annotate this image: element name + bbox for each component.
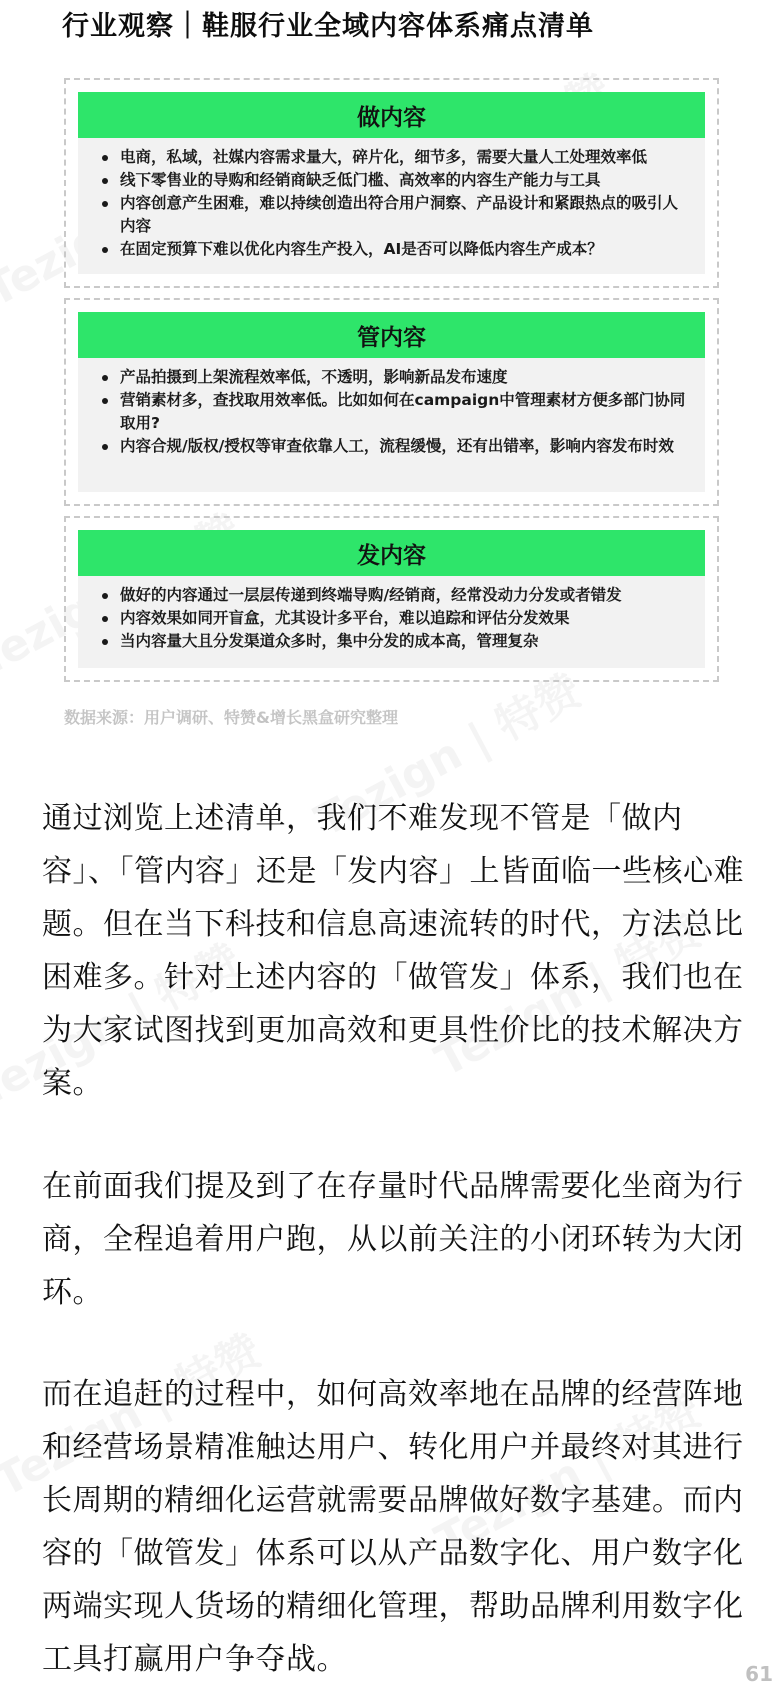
page-number: 61 — [745, 1662, 773, 1686]
list-item: 做好的内容通过一层层传递到终端导购/经销商，经常没动力分发或者错发 — [120, 584, 689, 607]
body-paragraph: 而在追赶的过程中，如何高效率地在品牌的经营阵地和经营场景精准触达用户、转化用户并最终对其进行长周期的精细化运营就需要品牌做好数字基建。而内容的「做管发」体系可以从产品数字化、用户数字化两端实现人货场的精细化管理，帮助品牌利用数字化工具打赢用户争夺战。 — [42, 1377, 744, 1677]
page-title: 行业观察｜鞋服行业全域内容体系痛点清单 — [62, 11, 594, 42]
section-header: 做内容 — [78, 92, 705, 138]
section-header: 发内容 — [78, 530, 705, 576]
list-item: 内容效果如同开盲盒，尤其设计多平台，难以追踪和评估分发效果 — [120, 607, 689, 630]
list-item: 营销素材多，查找取用效率低。比如如何在campaign中管理素材方便多部门协同取用? — [120, 389, 689, 435]
list-item: 内容创意产生困难，难以持续创造出符合用户洞察、产品设计和紧跟热点的吸引人内容 — [120, 192, 689, 238]
list-item: 线下零售业的导购和经销商缺乏低门槛、高效率的内容生产能力与工具 — [120, 169, 689, 192]
body-paragraph: 通过浏览上述清单，我们不难发现不管是「做内容」、「管内容」还是「发内容」上皆面临一些核心难题。但在当下科技和信息高速流转的时代，方法总比困难多。针对上述内容的「做管发」体系，我们也在为大家试图找到更加高效和更具性价比的技术解决方案。 — [42, 801, 744, 1101]
section-panel — [78, 92, 705, 274]
section-header: 管内容 — [78, 312, 705, 358]
list-item: 内容合规/版权/授权等审查依靠人工，流程缓慢，还有出错率，影响内容发布时效 — [120, 435, 689, 458]
section-distribute-content — [64, 516, 719, 682]
pain-point-list — [78, 138, 705, 261]
section-make-content — [64, 78, 719, 288]
section-manage-content — [64, 298, 719, 506]
section-panel — [78, 530, 705, 668]
body-paragraph: 在前面我们提及到了在存量时代品牌需要化坐商为行商，全程追着用户跑，从以前关注的小闭环转为大闭环。 — [42, 1169, 744, 1310]
source-note: 数据来源：用户调研、特赞&增长黑盒研究整理 — [64, 708, 398, 727]
list-item: 产品拍摄到上架流程效率低，不透明，影响新品发布速度 — [120, 366, 689, 389]
list-item: 在固定预算下难以优化内容生产投入，AI是否可以降低内容生产成本？ — [120, 238, 689, 261]
pain-point-list — [78, 576, 705, 653]
list-item: 电商，私域，社媒内容需求量大，碎片化，细节多，需要大量人工处理效率低 — [120, 146, 689, 169]
section-panel — [78, 312, 705, 492]
list-item: 当内容量大且分发渠道众多时，集中分发的成本高，管理复杂 — [120, 630, 689, 653]
pain-point-list — [78, 358, 705, 458]
